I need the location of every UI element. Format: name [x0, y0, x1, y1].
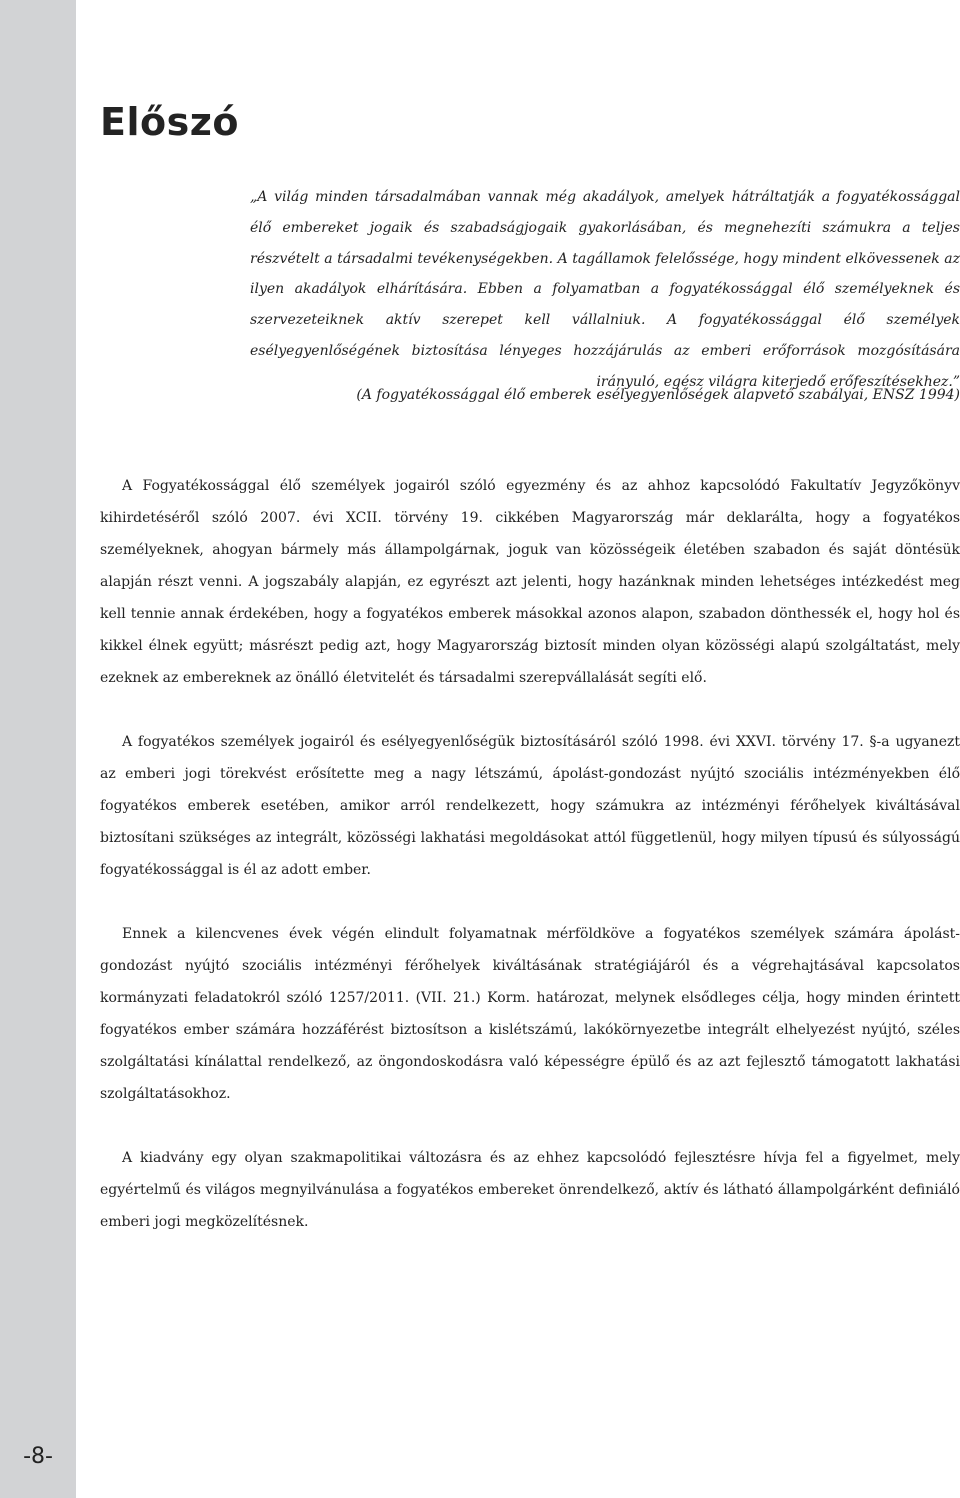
epigraph-quote: „A világ minden társadalmában vannak még akadályok, amelyek hátráltatják a fogyatékossággal élő embereket jogaik és szabadságjogaik gyakorlásában, és megnehezíti számukra a teljes részvételt a társadalmi tevékenységekben. A tagállamok felelőssége, hogy mindent elkövessenek az ilyen akadályok elhárítására. Ebben a folyamatban a fogyatékossággal élő személyeknek és szervezeteiknek aktív szerepet kell vállalniuk. A fogyatékossággal élő személyek esélyegyenlőségének biztosítása lényeges hozzájárulás az emberi erőforrások mozgósítására irányuló, egész világra kiterjedő erőfeszítésekhez.”: [250, 189, 960, 390]
page-title: Előszó: [100, 100, 239, 144]
side-bar: [0, 0, 76, 1498]
epigraph-citation: (A fogyatékossággal élő emberek esélyegyenlőségek alapvető szabályai, ENSZ 1994): [356, 387, 960, 403]
body-paragraph-2: A fogyatékos személyek jogairól és esélyegyenlőségük biztosításáról szóló 1998. évi XXVI. törvény 17. §-a ugyanezt az emberi jogi törekvést erősítette meg a nagy létszámú, ápolást-gondozást nyújtó szociális intézményekben élő fogyatékos emberek esetében, amikor arról rendelkezett, hogy számukra az intézményi férőhelyek kiváltásával biztosítani szükséges az integrált, közösségi lakhatási megoldásokat attól függetlenül, hogy milyen típusú és súlyosságú fogyatékossággal is él az adott ember.: [100, 734, 960, 878]
body-paragraph-1: A Fogyatékossággal élő személyek jogairól szóló egyezmény és az ahhoz kapcsolódó Fakultatív Jegyzőkönyv kihirdetéséről szóló 2007. évi XCII. törvény 19. cikkében Magyarország már deklarálta, hogy a fogyatékos személyeknek, ahogyan bármely más állampolgárnak, joguk van közösségeik életében szabadon és saját döntésük alapján részt venni. A jogszabály alapján, ez egyrészt azt jelenti, hogy hazánknak minden lehetséges intézkedést meg kell tennie annak érdekében, hogy a fogyatékos emberek másokkal azonos alapon, szabadon dönthessék el, hogy hol és kikkel élnek együtt; másrészt pedig azt, hogy Magyarország biztosít minden olyan közösségi alapú szolgáltatást, mely ezeknek az embereknek az önálló életvitelét és társadalmi szerepvállalását segíti elő.: [100, 478, 960, 686]
body-paragraph-3: Ennek a kilencvenes évek végén elindult folyamatnak mérföldköve a fogyatékos személyek számára ápolást-gondozást nyújtó szociális intézményi férőhelyek kiváltásának stratégiájáról és a végrehajtásával kapcsolatos kormányzati feladatokról szóló 1257/2011. (VII. 21.) Korm. határozat, melynek elsődleges célja, hogy minden érintett fogyatékos ember számára hozzáférést biztosítson a kislétszámú, lakókörnyezetbe integrált elhelyezést nyújtó, széles szolgáltatási kínálattal rendelkező, az öngondoskodásra való képességre épülő és az azt fejlesztő támogatott lakhatási szolgáltatásokhoz.: [100, 926, 960, 1102]
page-number: -8-: [23, 1444, 53, 1469]
body-paragraph-4: A kiadvány egy olyan szakmapolitikai változásra és az ehhez kapcsolódó fejlesztésre hívja fel a figyelmet, mely egyértelmű és világos megnyilvánulása a fogyatékos embereket önrendelkező, aktív és látható állampolgárként definiáló emberi jogi megközelítésnek.: [100, 1150, 960, 1230]
